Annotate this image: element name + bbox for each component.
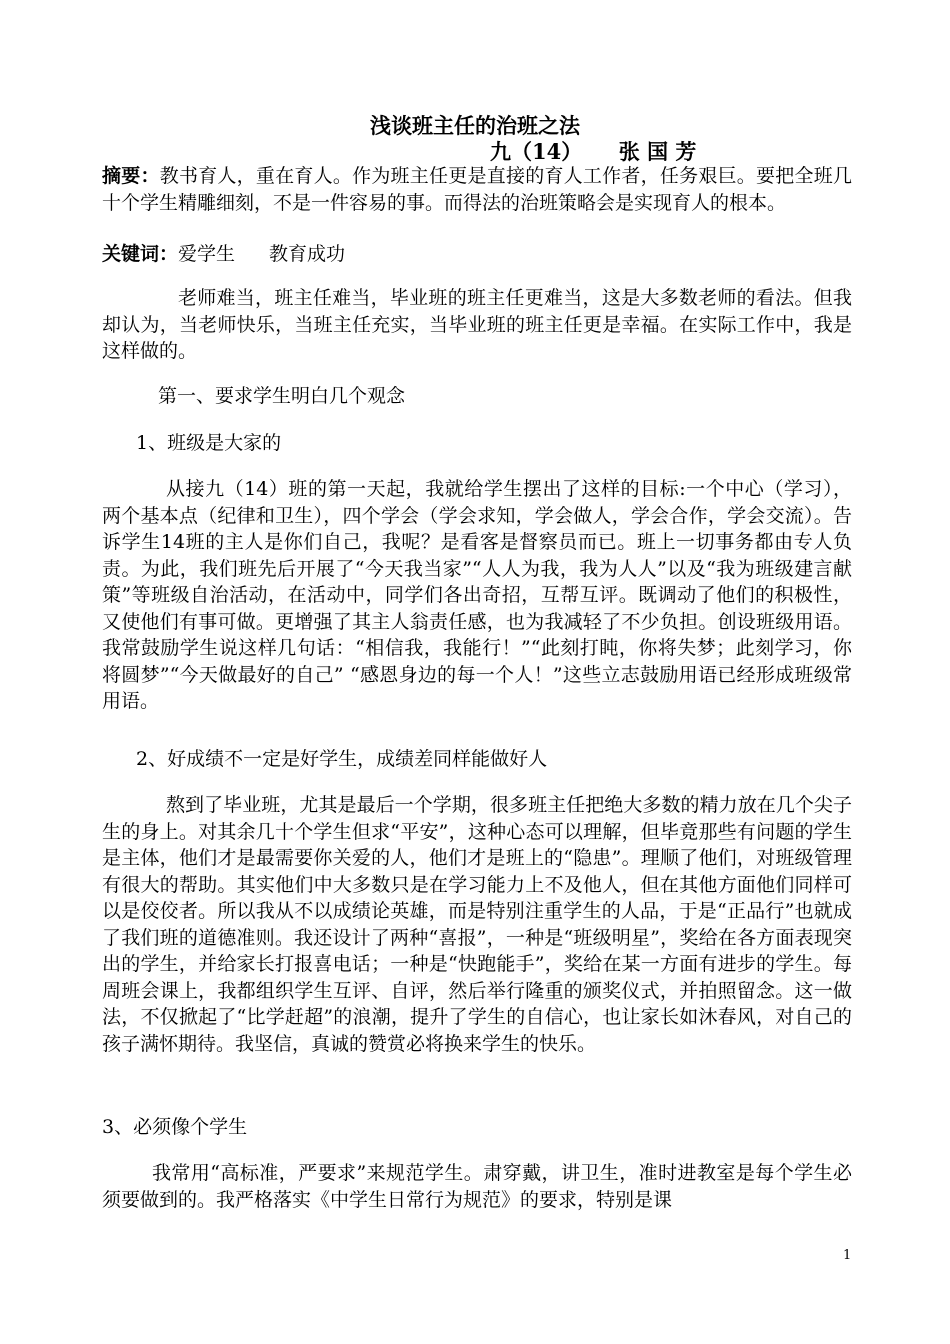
subsection-heading: 3、必须像个学生 — [102, 1116, 248, 1138]
abstract-text: 教书育人，重在育人。作为班主任更是直接的育人工作者，任务艰巨。要把全班几十个学生精雕细刻，不是一件容易的事。而得法的治班策略会是实现育人的根本。 — [102, 165, 852, 214]
subsection-heading: 1、班级是大家的 — [136, 432, 282, 454]
document-title: 浅谈班主任的治班之法 — [370, 113, 580, 138]
section-heading: 第一、要求学生明白几个观念 — [158, 385, 406, 407]
abstract-paragraph — [102, 163, 852, 216]
intro-paragraph: 老师难当，班主任难当，毕业班的班主任更难当，这是大多数老师的看法。但我却认为，当老师快乐，当班主任充实，当毕业班的班主任更是幸福。在实际工作中，我是这样做的。 — [102, 287, 852, 362]
author-line: 九（14） 张 国 芳 — [490, 139, 697, 164]
abstract-label: 摘要： — [102, 165, 160, 187]
subsection-heading: 2、好成绩不一定是好学生，成绩差同样能做好人 — [136, 748, 548, 770]
page-number: 1 — [843, 1248, 852, 1263]
keywords-line — [102, 241, 852, 268]
keyword-item: 爱学生 — [178, 243, 236, 265]
keywords-label: 关键词： — [102, 243, 179, 265]
body-paragraph: 从接九（14）班的第一天起，我就给学生摆出了这样的目标:一个中心（学习），两个基本点（纪律和卫生），四个学会（学会求知，学会做人，学会合作，学会交流）。告诉学生14班的主人是你们自己，我呢？是看客是督察员而已。班上一切事务都由专人负责。为此，我们班先后开展了“今天我当家”“人人为我，我为人人”以及“我为班级建言献策”等班级自治活动，在活动中，同学们各出奇招，互帮互评。既调动了他们的积极性，又使他们有事可做。更增强了其主人翁责任感，也为我减轻了不少负担。创设班级用语。我常鼓励学生说这样几句话：“相信我，我能行！”“此刻打盹，你将失梦；此刻学习，你将圆梦”“今天做最好的自己” “感恩身边的每一个人！”这些立志鼓励用语已经形成班级常用语。 — [102, 478, 852, 712]
keyword-item: 教育成功 — [269, 243, 346, 265]
body-paragraph: 熬到了毕业班，尤其是最后一个学期，很多班主任把绝大多数的精力放在几个尖子生的身上。对其余几十个学生但求“平安”，这种心态可以理解，但毕竟那些有问题的学生是主体，他们才是最需要你关爱的人，他们才是班上的“隐患”。理顺了他们，对班级管理有很大的帮助。其实他们中大多数只是在学习能力上不及他人，但在其他方面他们同样可以是佼佼者。所以我从不以成绩论英雄，而是特别注重学生的人品，于是“正品行”也就成了我们班的道德准则。我还设计了两种“喜报”，一种是“班级明星”，奖给在各方面表现突出的学生，并给家长打报喜电话；一种是“快跑能手”，奖给在某一方面有进步的学生。每周班会课上，我都组织学生互评、自评，然后举行隆重的颁奖仪式，并拍照留念。这一做法，不仅掀起了“比学赶超”的浪潮，提升了学生的自信心，也让家长如沐春风，对自己的孩子满怀期待。我坚信，真诚的赞赏必将换来学生的快乐。 — [102, 794, 852, 1055]
body-paragraph: 我常用“高标准，严要求”来规范学生。肃穿戴，讲卫生，准时进教室是每个学生必须要做到的。我严格落实《中学生日常行为规范》的要求，特别是课 — [102, 1162, 852, 1211]
